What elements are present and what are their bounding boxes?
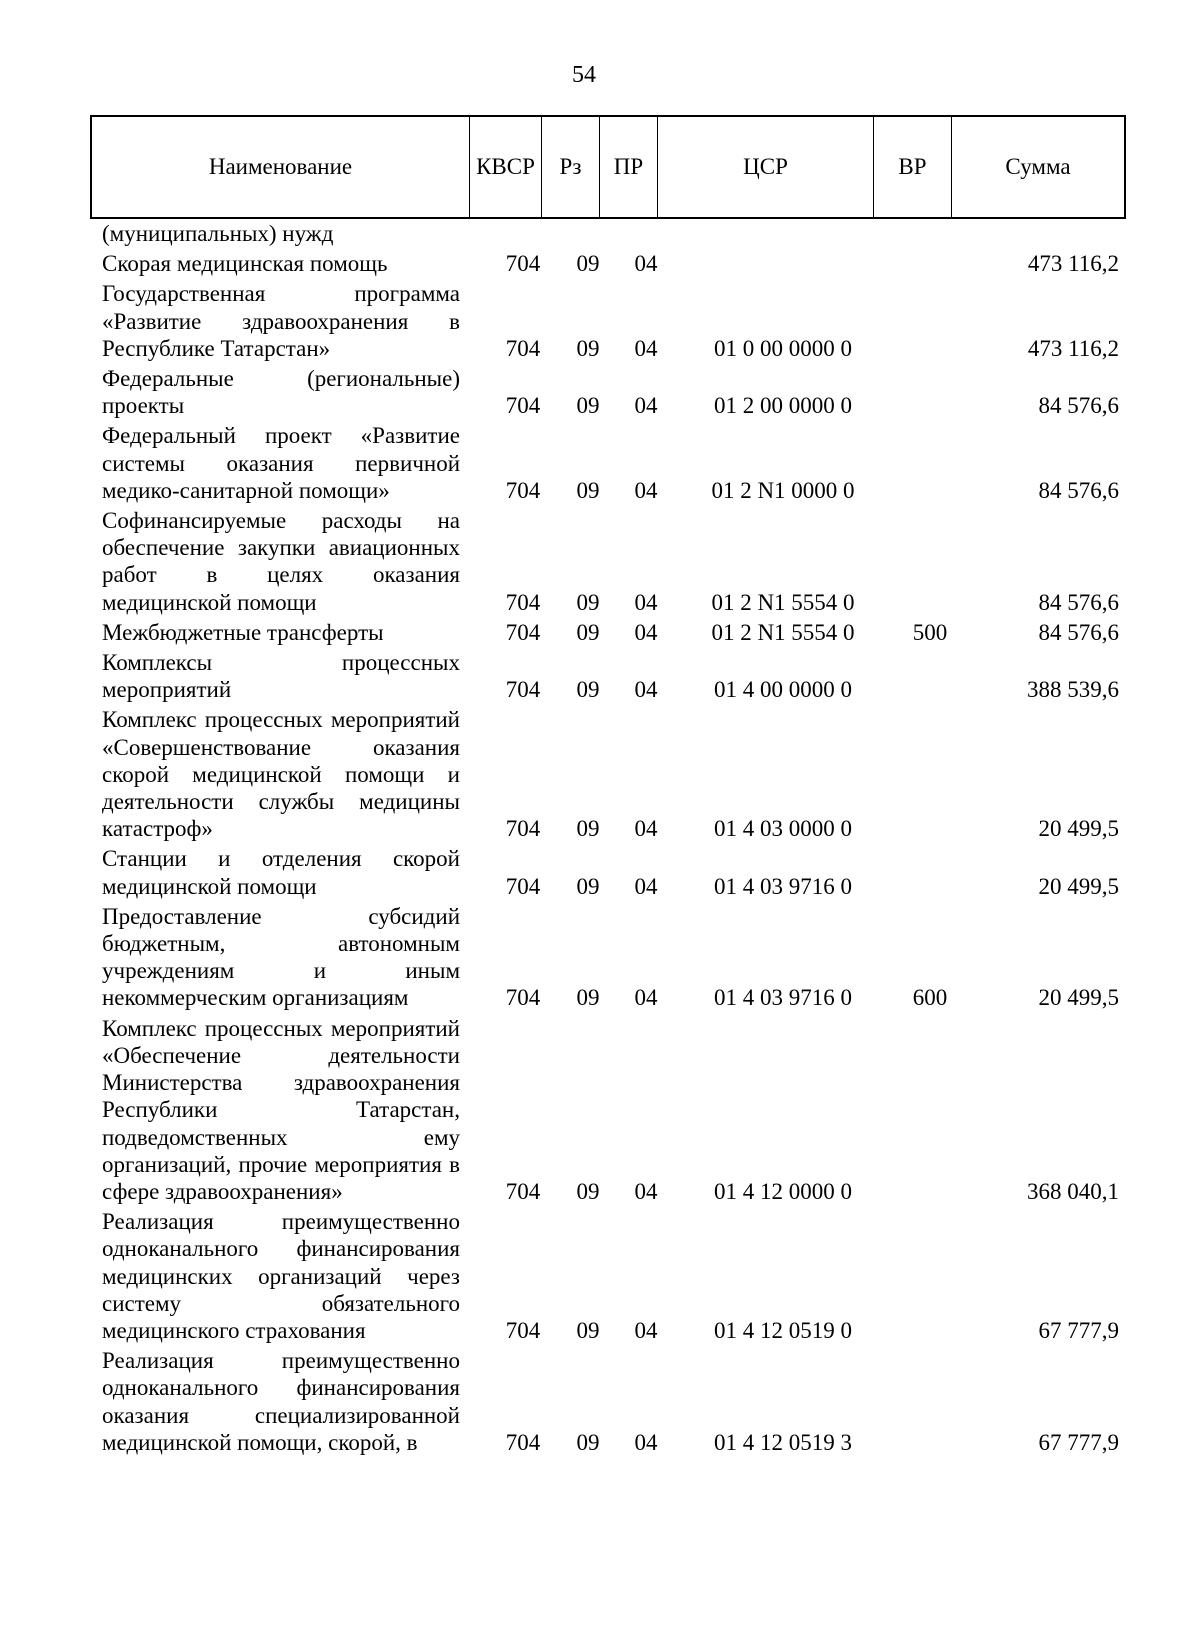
row-name: Межбюджетные трансферты [102,619,384,645]
row-sum: 368 040,1 [1027,1178,1119,1204]
table-row [100,619,1140,646]
row-csr: 01 2 N1 0000 0 [711,477,855,503]
row-pr: 04 [634,619,658,645]
row-pr: 04 [634,1429,658,1455]
row-sum: 84 576,6 [1038,619,1119,645]
table-row [100,706,1140,842]
row-pr: 04 [634,816,658,842]
row-kvsr: 704 [505,619,541,645]
row-pr: 04 [634,985,658,1011]
row-pr: 04 [634,393,658,419]
row-name: Комплекс процессных мероприятий «Обеспечение деятельности Министерства здравоохранения Республики Татарстан, подведомственных ему организаций, прочие мероприятия в сфере здравоохранения» [102,1015,460,1204]
row-name: Реализация преимущественно одноканального финансирования оказания специализированной медицинской помощи, скорой, в [102,1348,460,1455]
row-kvsr: 704 [505,393,541,419]
row-csr: 01 0 00 0000 0 [714,335,852,361]
row-pr: 04 [634,477,658,503]
row-kvsr: 704 [505,1178,541,1204]
row-name: Комплекс процессных мероприятий «Совершенствование оказания скорой медицинской помощи и деятельности службы медицины катастроф» [102,707,460,842]
header-vr: ВР [874,117,952,217]
row-kvsr: 704 [505,816,541,842]
row-kvsr: 704 [505,251,541,277]
row-csr: 01 2 N1 5554 0 [711,619,855,645]
row-sum: 473 116,2 [1027,251,1119,277]
table-row [100,649,1140,703]
table-row [100,507,1140,616]
table-row [100,1208,1140,1344]
row-rz: 09 [576,1429,600,1455]
row-name: Государственная программа «Развитие здравоохранения в Республике Татарстан» [102,281,460,361]
table-header [90,115,1126,219]
header-sum: Сумма [1005,154,1071,179]
header-rz: Рз [542,117,600,217]
row-rz: 09 [576,251,600,277]
row-pr: 04 [634,1178,658,1204]
row-kvsr: 704 [505,589,541,615]
row-csr: 01 4 03 9716 0 [714,985,852,1011]
row-name: Федеральные (региональные) проекты [102,366,460,419]
row-sum: 20 499,5 [1038,816,1119,842]
row-csr: 01 4 03 9716 0 [714,873,852,899]
row-sum: 473 116,2 [1027,335,1119,361]
row-rz: 09 [576,873,600,899]
row-rz: 09 [576,477,600,503]
row-name: (муниципальных) нужд [102,221,334,246]
page-number: 54 [572,62,596,88]
row-pr: 04 [634,589,658,615]
table-row [100,1347,1140,1456]
row-rz: 09 [576,335,600,361]
row-sum: 84 576,6 [1038,393,1119,419]
header-csr: ЦСР [658,117,874,217]
row-sum: 20 499,5 [1038,873,1119,899]
row-csr: 01 2 00 0000 0 [714,393,852,419]
row-pr: 04 [634,873,658,899]
row-sum: 67 777,9 [1038,1429,1119,1455]
table-row [100,365,1140,419]
row-csr: 01 4 03 0000 0 [714,816,852,842]
row-kvsr: 704 [505,873,541,899]
row-csr: 01 4 12 0519 3 [714,1429,852,1455]
table-row [100,280,1140,362]
row-pr: 04 [634,677,658,703]
row-rz: 09 [576,1178,600,1204]
row-kvsr: 704 [505,1429,541,1455]
row-rz: 09 [576,677,600,703]
row-rz: 09 [576,589,600,615]
row-name: Скорая медицинская помощь [102,251,388,277]
row-sum: 388 539,6 [1027,677,1119,703]
row-sum: 84 576,6 [1038,477,1119,503]
row-pr: 04 [634,251,658,277]
row-rz: 09 [576,619,600,645]
table-row [100,422,1140,504]
table-row [100,845,1140,899]
row-csr: 01 4 00 0000 0 [714,677,852,703]
table-row [100,220,1140,247]
row-vr: 600 [912,985,948,1011]
row-vr: 500 [912,619,948,645]
table-row [100,903,1140,1012]
row-name: Станции и отделения скорой медицинской помощи [102,846,460,899]
table-row [100,250,1140,277]
row-csr: 01 4 12 0519 0 [714,1317,852,1343]
row-name: Реализация преимущественно одноканального финансирования медицинских организаций через систему обязательного медицинского страхования [102,1209,460,1343]
row-csr: 01 2 N1 5554 0 [711,589,855,615]
row-pr: 04 [634,335,658,361]
header-pr: ПР [600,117,658,217]
row-rz: 09 [576,985,600,1011]
table-body [100,220,1140,1456]
row-kvsr: 704 [505,335,541,361]
row-pr: 04 [634,1317,658,1343]
row-rz: 09 [576,816,600,842]
header-name: Наименование [92,117,470,217]
row-kvsr: 704 [505,477,541,503]
row-rz: 09 [576,393,600,419]
table-row [100,1015,1140,1205]
row-sum: 20 499,5 [1038,985,1119,1011]
row-kvsr: 704 [505,677,541,703]
row-name: Предоставление субсидий бюджетным, автономным учреждениям и иным некоммерческим организациям [102,903,460,1011]
header-kvsr: КВСР [470,117,542,217]
row-csr: 01 4 12 0000 0 [714,1178,852,1204]
row-sum: 84 576,6 [1038,589,1119,615]
row-kvsr: 704 [505,1317,541,1343]
row-name: Софинансируемые расходы на обеспечение закупки авиационных работ в целях оказания медицинской помощи [102,508,460,615]
row-name: Комплексы процессных мероприятий [102,650,460,703]
row-sum: 67 777,9 [1038,1317,1119,1343]
row-name: Федеральный проект «Развитие системы оказания первичной медико-санитарной помощи» [102,423,460,503]
row-rz: 09 [576,1317,600,1343]
row-kvsr: 704 [505,985,541,1011]
